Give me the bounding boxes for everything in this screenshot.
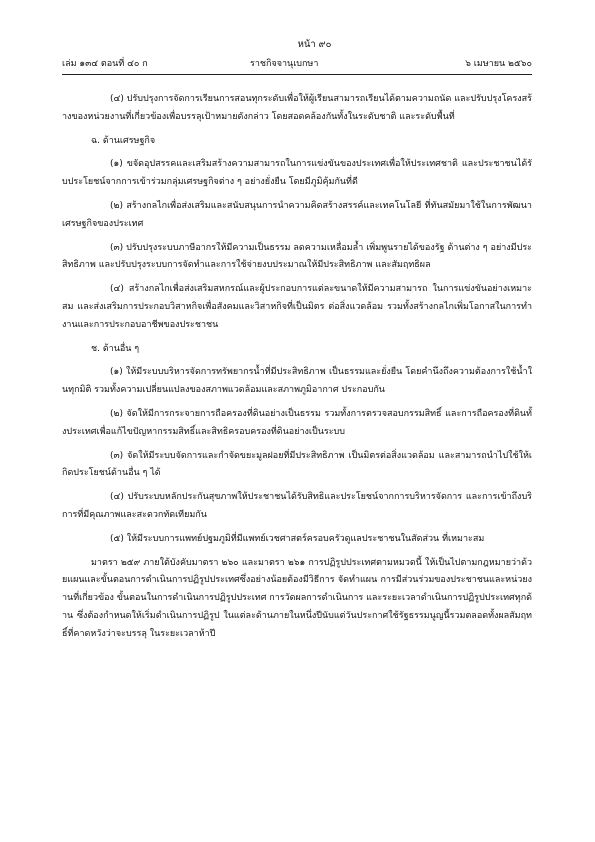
paragraph: (๒) สร้างกลไกเพื่อส่งเสริมและสนับสนุนการนำความคิดสร้างสรรค์และเทคโนโลยี ที่ทันสมัยมาใช้ในการพัฒนาเศรษฐกิจของประเทศ xyxy=(62,200,532,229)
paragraph: (๓) จัดให้มีระบบจัดการและกำจัดขยะมูลฝอยที่มีประสิทธิภาพ เป็นมิตรต่อสิ่งแวดล้อม และสามารถนำไปใช้ให้เกิดประโยชน์ด้านอื่น ๆ ได้ xyxy=(62,450,532,479)
section-heading: ช. ด้านอื่น ๆ xyxy=(91,343,140,354)
page-number: หน้า ๙๐ xyxy=(297,39,332,50)
paragraph: (๑) ให้มีระบบบริหารจัดการทรัพยากรน้ำที่มีประสิทธิภาพ เป็นธรรมและยั่งยืน โดยคำนึงถึงความต้องการใช้น้ำในทุกมิติ รวมทั้งความเปลี่ยนแปลงของสภาพแวดล้อมและสภาพภูมิอากาศ ประกอบกัน xyxy=(62,367,532,396)
paragraph: (๔) สร้างกลไกเพื่อส่งเสริมสหกรณ์และผู้ประกอบการแต่ละขนาดให้มีความสามารถ ในการแข่งขันอย่างเหมาะสม และส่งเสริมการประกอบวิสาหกิจเพื่อสังคมและวิสาหกิจที่เป็นมิตร ต่อสิ่งแวดล้อม รวมทั้งสร้างกลไกเพิ่มโอกาสในการทำงานและการประกอบอาชีพของประชาชน xyxy=(62,284,532,330)
publication-title: ราชกิจจานุเบกษา xyxy=(250,59,319,69)
paragraph: (๑) ขจัดอุปสรรคและเสริมสร้างความสามารถในการแข่งขันของประเทศเพื่อให้ประเทศชาติ และประชาชนได้รับประโยชน์จากการเข้าร่วมกลุ่มเศรษฐกิจต่าง ๆ อย่างยั่งยืน โดยมีภูมิคุ้มกันที่ดี xyxy=(62,159,532,188)
paragraph: (๔) ปรับปรุงการจัดการเรียนการสอนทุกระดับเพื่อให้ผู้เรียนสามารถเรียนได้ตามความถนัด และปรับปรุงโครงสร้างของหน่วยงานที่เกี่ยวข้องเพื่อบรรลุเป้าหมายดังกล่าว โดยสอดคล้องกันทั้งในระดับชาติ และระดับพื้นที่ xyxy=(62,94,532,122)
volume-issue: เล่ม ๑๓๔ ตอนที่ ๔๐ ก xyxy=(62,59,148,69)
page-header xyxy=(62,56,532,70)
issue-date: ๖ เมษายน ๒๕๖๐ xyxy=(465,59,532,69)
header-divider xyxy=(62,74,532,75)
article-paragraph: มาตรา ๒๕๙ ภายใต้บังคับมาตรา ๒๖๐ และมาตรา ๒๖๑ การปฏิรูปประเทศตามหมวดนี้ ให้เป็นไปตามกฎหมายว่าด้วยแผนและขั้นตอนการดำเนินการปฏิรูปประเทศซึ่งอย่างน้อยต้องมีวิธีการ จัดทำแผน การมีส่วนร่วมของประชาชนและหน่วยงานที่เกี่ยวข้อง ขั้นตอนในการดำเนินการปฏิรูปประเทศ การวัดผลการดำเนินการ และระยะเวลาดำเนินการปฏิรูปประเทศทุกด้าน ซึ่งต้องกำหนดให้เริ่มดำเนินการปฏิรูป ในแต่ละด้านภายในหนึ่งปีนับแต่วันประกาศใช้รัฐธรรมนูญนี้รวมตลอดทั้งผลสัมฤทธิ์ที่คาดหวังว่าจะบรรลุ ในระยะเวลาห้าปี xyxy=(62,557,532,639)
section-heading: ฉ. ด้านเศรษฐกิจ xyxy=(91,135,156,146)
document-body xyxy=(62,91,532,650)
paragraph: (๓) ปรับปรุงระบบภาษีอากรให้มีความเป็นธรรม ลดความเหลื่อมล้ำ เพิ่มพูนรายได้ของรัฐ ด้านต่าง ๆ อย่างมีประสิทธิภาพ และปรับปรุงระบบการจัดทำและการใช้จ่ายงบประมาณให้มีประสิทธิภาพ และสัมฤทธิผล xyxy=(62,242,532,271)
paragraph: (๒) จัดให้มีการกระจายการถือครองที่ดินอย่างเป็นธรรม รวมทั้งการตรวจสอบกรรมสิทธิ์ และการถือครองที่ดินทั้งประเทศเพื่อแก้ไขปัญหากรรมสิทธิ์และสิทธิครอบครองที่ดินอย่างเป็นระบบ xyxy=(62,408,532,437)
paragraph: (๔) ปรับระบบหลักประกันสุขภาพให้ประชาชนได้รับสิทธิและประโยชน์จากการบริหารจัดการ และการเข้าถึงบริการที่มีคุณภาพและสะดวกทัดเทียมกัน xyxy=(62,492,532,520)
paragraph: (๕) ให้มีระบบการแพทย์ปฐมภูมิที่มีแพทย์เวชศาสตร์ครอบครัวดูแลประชาชนในสัดส่วน ที่เหมาะสม xyxy=(110,533,485,544)
